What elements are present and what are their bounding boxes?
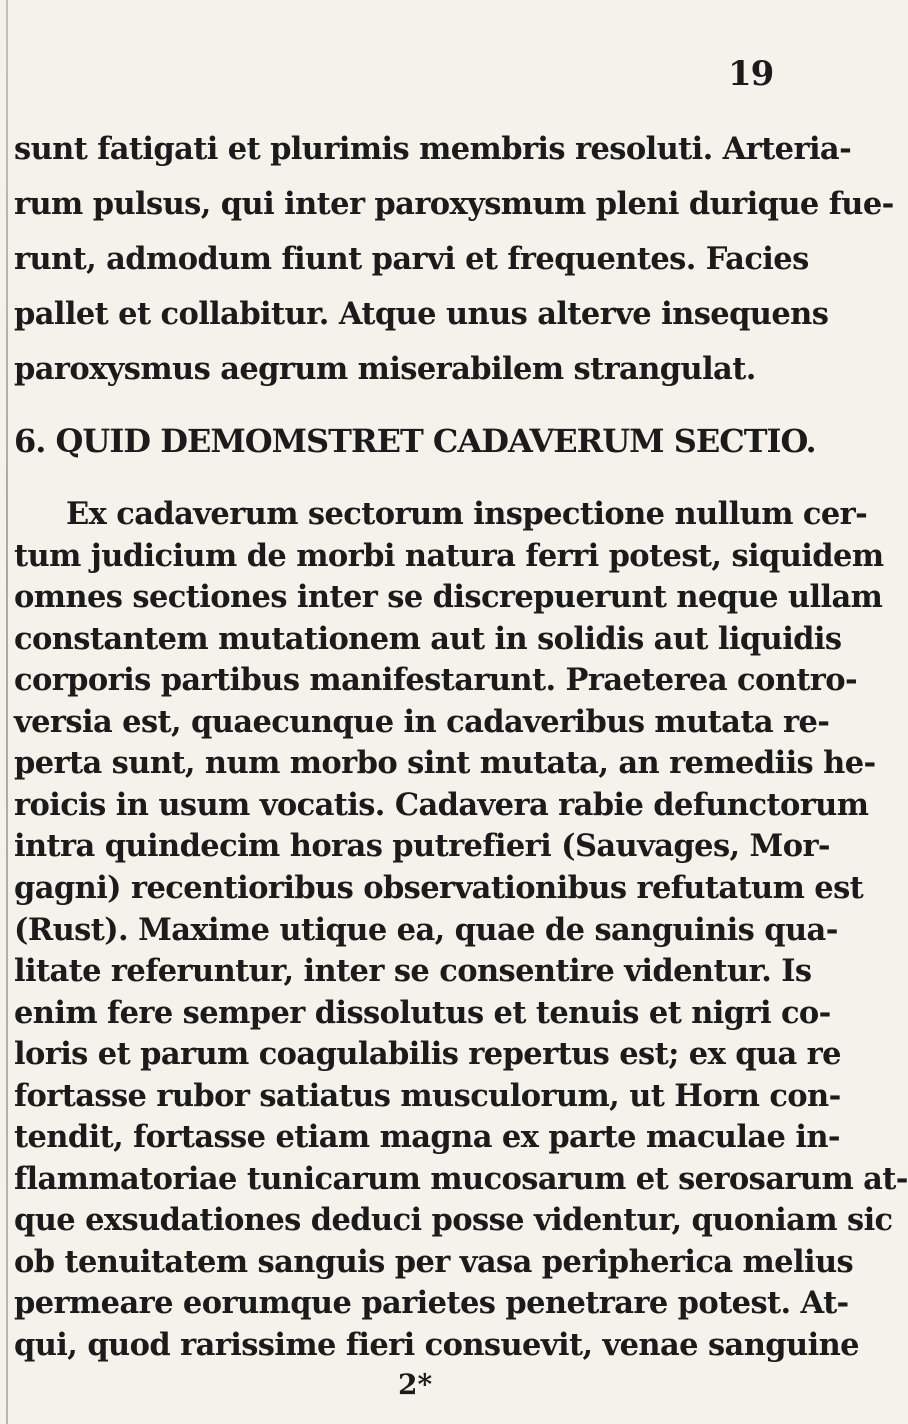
text-line: paroxysmus aegrum miserabilem strangulat.	[14, 351, 756, 387]
text-line: fortasse rubor satiatus musculorum, ut Horn con-	[14, 1078, 841, 1114]
text-line: sunt fatigati et plurimis membris resoluti. Arteria-	[14, 131, 852, 167]
text-line: constantem mutationem aut in solidis aut liquidis	[14, 621, 842, 657]
text-line: que exsudationes deduci posse videntur, quoniam sic	[14, 1202, 893, 1238]
page-number: 19	[728, 54, 774, 94]
text-line: tendit, fortasse etiam magna ex parte maculae in-	[14, 1119, 840, 1155]
signature-mark: 2*	[398, 1368, 433, 1401]
text-line: (Rust). Maxime utique ea, quae de sanguinis qua-	[14, 912, 838, 948]
text-line: enim fere semper dissolutus et tenuis et nigri co-	[14, 995, 831, 1031]
text-line: loris et parum coagulabilis repertus est; ex qua re	[14, 1036, 841, 1072]
text-line: corporis partibus manifestarunt. Praeterea contro-	[14, 662, 858, 698]
text-line: Ex cadaverum sectorum inspectione nullum cer-	[66, 496, 868, 532]
text-line: pallet et collabitur. Atque unus alterve insequens	[14, 296, 829, 332]
text-line: ob tenuitatem sanguis per vasa peripherica melius	[14, 1244, 854, 1280]
text-line: flammatoriae tunicarum mucosarum et serosarum at-	[14, 1161, 908, 1197]
text-line: perta sunt, num morbo sint mutata, an remediis he-	[14, 745, 876, 781]
text-line: omnes sectiones inter se discrepuerunt neque ullam	[14, 579, 883, 615]
text-line: runt, admodum fiunt parvi et frequentes. Facies	[14, 241, 809, 277]
section-heading: 6. QUID DEMOMSTRET CADAVERUM SECTIO.	[14, 422, 816, 460]
text-line: qui, quod rarissime fieri consuevit, venae sanguine	[14, 1327, 859, 1363]
page-edge-shadow	[6, 0, 8, 1424]
text-line: litate referuntur, inter se consentire videntur. Is	[14, 953, 812, 989]
text-line: tum judicium de morbi natura ferri potest, siquidem	[14, 538, 884, 574]
text-line: gagni) recentioribus observationibus refutatum est	[14, 870, 864, 906]
text-line: roicis in usum vocatis. Cadavera rabie defunctorum	[14, 787, 869, 823]
text-line: rum pulsus, qui inter paroxysmum pleni durique fue-	[14, 186, 894, 222]
text-line: versia est, quaecunque in cadaveribus mutata re-	[14, 704, 830, 740]
text-line: intra quindecim horas putrefieri (Sauvages, Mor-	[14, 828, 830, 864]
text-line: permeare eorumque parietes penetrare potest. At-	[14, 1285, 849, 1321]
